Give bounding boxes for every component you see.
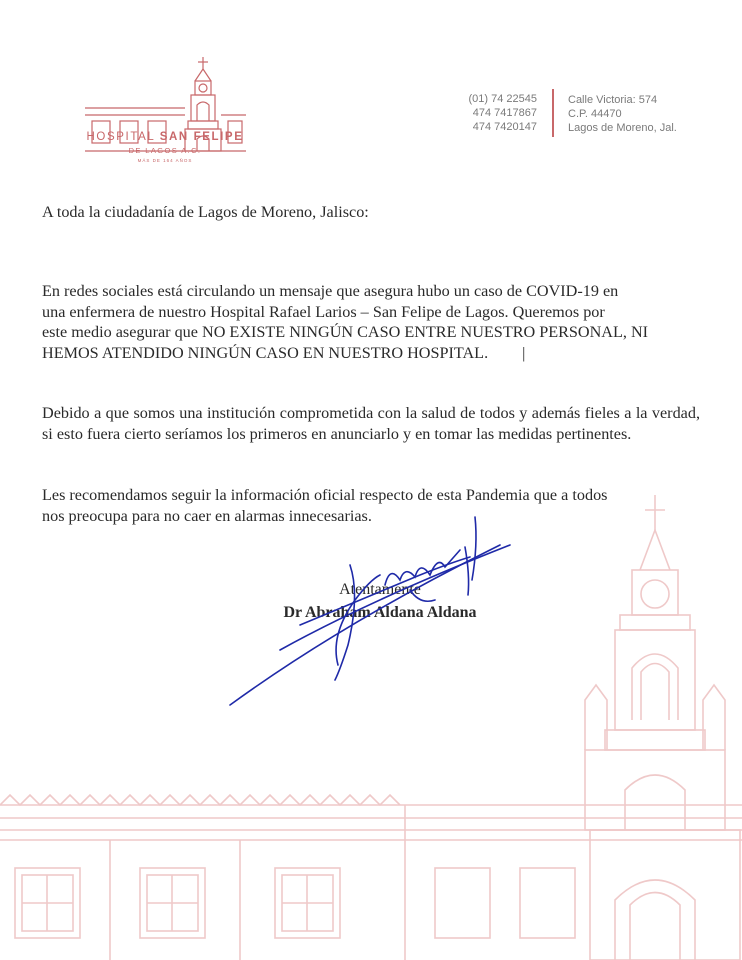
- phone-numbers: [469, 92, 538, 134]
- paragraph-line: Les recomendamos seguir la información oficial respecto de esta Pandemia que a todos: [42, 486, 608, 504]
- closing: Atentamente: [339, 581, 421, 598]
- paragraph-line: una enfermera de nuestro Hospital Rafael Larios – San Felipe de Lagos. Queremos por: [42, 302, 605, 321]
- hospital-name: HOSPITAL SAN FELIPE: [86, 131, 244, 143]
- handwritten-signature: [220, 505, 520, 715]
- paragraph-line: HEMOS ATENDIDO NINGÚN CASO EN NUESTRO HOSPITAL. |: [42, 343, 526, 362]
- phone-line: 474 7417867: [472, 107, 537, 119]
- paragraph-2: Debido a que somos una institución comprometida con la salud de todos y además fieles a la verdad, si esto fuera cierto seríamos los primeros en anunciarlo y en tomar las medidas pertinentes.: [42, 404, 700, 443]
- greeting: A toda la ciudadanía de Lagos de Moreno, Jalisco:: [42, 203, 369, 221]
- hospital-subtitle: DE LAGOS A.C.: [128, 146, 202, 155]
- paragraph-line: este medio asegurar que NO EXISTE NINGÚN CASO ENTRE NUESTRO PERSONAL, NI: [42, 323, 649, 341]
- hospital-name-bold: SAN FELIPE: [159, 131, 244, 143]
- hospital-tagline: MÁS DE 164 AÑOS: [137, 158, 193, 163]
- paragraph-line: nos preocupa para no caer en alarmas innecesarias.: [42, 506, 372, 525]
- text-cursor: |: [522, 343, 526, 362]
- address-line: C.P. 44470: [568, 108, 622, 120]
- phone-line: (01) 74 22545: [468, 93, 537, 105]
- address-line: Calle Victoria: 574: [568, 94, 658, 106]
- paragraph-line: En redes sociales está circulando un mensaje que asegura hubo un caso de COVID-19 en: [42, 282, 619, 300]
- paragraph-1: [42, 281, 700, 363]
- contact-divider: [552, 89, 554, 137]
- address-line: Lagos de Moreno, Jal.: [568, 122, 677, 134]
- address: [568, 93, 677, 135]
- signer-name: Dr Abraham Aldana Aldana: [283, 604, 477, 621]
- phone-line: 474 7420147: [472, 121, 537, 133]
